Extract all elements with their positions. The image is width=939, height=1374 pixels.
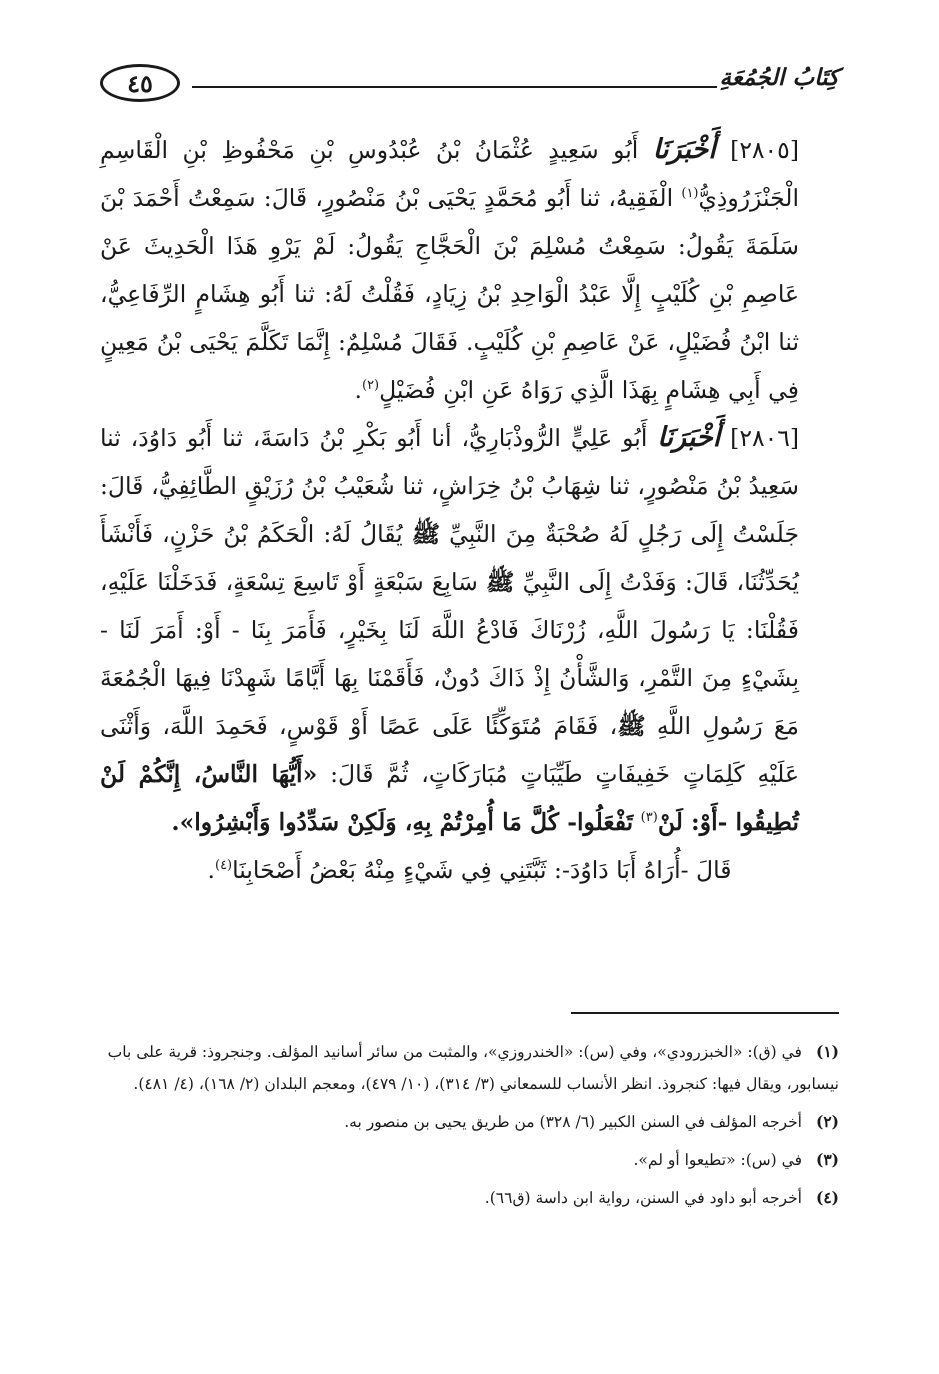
hadith-text: أَبُو سَعِيدٍ عُثْمَانُ بْنُ عُبْدُوسِ بْنِ مَحْفُوظِ بْنِ الْقَاسِمِ الْجَنْزَرُوذِيُّ xyxy=(100,136,799,212)
footnote-number: (٤) xyxy=(815,1188,839,1207)
footnote-text: أخرجه المؤلف في السنن الكبير (٦/ ٣٢٨) من طريق يحيى بن منصور به. xyxy=(344,1113,802,1131)
hadith-2805 xyxy=(100,126,839,414)
hadith-text: قَالَ -أُرَاهُ أَبَا دَاوُدَ-: ثَبَّتَنِي فِي شَيْءٍ مِنْهُ بَعْضُ أَصْحَابِنَا xyxy=(232,856,732,884)
hadith-number: [٢٨٠٥] xyxy=(730,136,799,164)
footnote-ref: (٤) xyxy=(214,858,233,874)
footnote-3 xyxy=(100,1144,839,1176)
footnote-1 xyxy=(100,1036,839,1100)
closing-line xyxy=(100,846,839,894)
book-title: كِتَابُ الجُمُعَةِ xyxy=(719,64,839,91)
header-rule xyxy=(192,86,717,88)
hadith-text: سَابِعَ سَبْعَةٍ أَوْ تَاسِعَ تِسْعَةٍ، فَدَخَلْنَا عَلَيْهِ، فَقُلْنَا: يَا رَسُولَ اللَّهِ، زُرْنَاكَ فَادْعُ اللَّهَ لَنَا بِخَيْرٍ، فَأَمَرَ بِنَا - أَوْ: أَمَرَ لَنَا - بِشَيْءٍ مِنَ التَّمْرِ، وَالشَّأْنُ إِذْ ذَاكَ دُونٌ، فَأَقَمْنَا بِهَا أَيَّامًا شَهِدْنَا فِيهَا الْجُمُعَةَ مَعَ رَسُولِ اللَّهِ xyxy=(100,568,799,740)
footnote-text: في (ق): «الخبزرودي»، وفي (س): «الخندروزي»، والمثبت من سائر أسانيد المؤلف. وجنجروذ: قرية على باب نيسابور، ويقال فيها: كنجروذ. انظر الأنساب للسمعاني (٣/ ٣١٤)، (١٠/ ٤٧٩)، ومعجم البلدان (٢/ ١٦٨)، (٤/ ٤٨١). xyxy=(107,1043,839,1093)
hadith-2806 xyxy=(100,414,839,846)
prophetic-saying: «أَيُّهَا النَّاسُ، إِنَّكُمْ لَنْ تُطِيقُوا -أَوْ: لَنْ xyxy=(100,760,799,836)
footnote-separator xyxy=(571,1012,839,1014)
hadith-text: . xyxy=(207,856,215,884)
prophetic-saying: تَفْعَلُوا- كُلَّ مَا أُمِرْتُمْ بِهِ، وَلَكِنْ سَدِّدُوا وَأَبْشِرُوا». xyxy=(171,808,634,836)
akhbarana-heading: أَخْبَرَنَا xyxy=(652,134,716,165)
footnote-2 xyxy=(100,1106,839,1138)
footnote-number: (٢) xyxy=(815,1112,839,1131)
salutation-mark: ﷺ xyxy=(617,712,646,740)
footnote-4 xyxy=(100,1182,839,1214)
main-text xyxy=(100,126,839,894)
hadith-text: ، فَقَامَ مُتَوَكِّئًا عَلَى عَصًا أَوْ قَوْسٍ، فَحَمِدَ اللَّهَ، وَأَثْنَى عَلَيْهِ كَلِمَاتٍ خَفِيفَاتٍ طَيِّبَاتٍ مُبَارَكَاتٍ، ثُمَّ قَالَ: xyxy=(100,712,799,788)
akhbarana-heading: أَخْبَرَنَا xyxy=(657,422,721,453)
page-header xyxy=(100,64,839,114)
page-number: ٤٥ xyxy=(100,64,180,102)
hadith-text: أَبُو عَلِيٍّ الرُّوذْبَارِيُّ، أنا أَبُو بَكْرِ بْنُ دَاسَةَ، ثنا أَبُو دَاوُدَ، ثنا سَعِيدُ بْنُ مَنْصُورٍ، ثنا شِهَابُ بْنُ خِرَاشٍ، ثنا شُعَيْبُ بْنُ رُزَيْقٍ الطَّائِفِيُّ، قَالَ: جَلَسْتُ إِلَى رَجُلٍ لَهُ صُحْبَةٌ مِنَ النَّبِيِّ xyxy=(100,424,799,548)
footnote-text: في (س): «تطيعوا أو لم». xyxy=(633,1151,802,1169)
salutation-mark: ﷺ xyxy=(486,568,515,596)
footnote-ref: (٢) xyxy=(361,378,380,394)
hadith-number: [٢٨٠٦] xyxy=(730,424,799,452)
footnote-number: (٣) xyxy=(815,1150,839,1169)
salutation-mark: ﷺ xyxy=(411,520,441,548)
hadith-text: الْفَقِيهُ، ثنا أَبُو مُحَمَّدٍ يَحْيَى بْنُ مَنْصُورٍ، قَالَ: سَمِعْتُ أَحْمَدَ بْنَ سَلَمَةَ يَقُولُ: سَمِعْتُ مُسْلِمَ بْنَ الْحَجَّاجِ يَقُولُ: لَمْ يَرْوِ هَذَا الْحَدِيثَ عَنْ عَاصِمِ بْنِ كُلَيْبٍ إِلَّا عَبْدُ الْوَاحِدِ بْنُ زِيَادٍ، فَقُلْتُ لَهُ: ثنا أَبُو هِشَامٍ الرِّفَاعِيُّ، ثنا ابْنُ فُضَيْلٍ، عَنْ عَاصِمِ بْنِ كُلَيْبٍ. فَقَالَ مُسْلِمٌ: إِنَّمَا تَكَلَّمَ يَحْيَى بْنُ مَعِينٍ فِي أَبِي هِشَامٍ بِهَذَا الَّذِي رَوَاهُ عَنِ ابْنِ فُضَيْلٍ xyxy=(100,184,799,404)
footnotes xyxy=(100,1036,839,1220)
footnote-ref: (٣) xyxy=(640,810,658,826)
footnote-number: (١) xyxy=(815,1042,839,1061)
hadith-text: يُقَالُ لَهُ: الْحَكَمُ بْنُ حَزْنٍ، فَأَنْشَأَ يُحَدِّثُنَا، قَالَ: وَفَدْتُ إِلَى النَّبِيِّ xyxy=(100,520,799,596)
footnote-ref: (١) xyxy=(681,186,699,202)
footnote-text: أخرجه أبو داود في السنن، رواية ابن داسة (ق٦٦). xyxy=(484,1189,802,1207)
hadith-text: . xyxy=(354,376,362,404)
